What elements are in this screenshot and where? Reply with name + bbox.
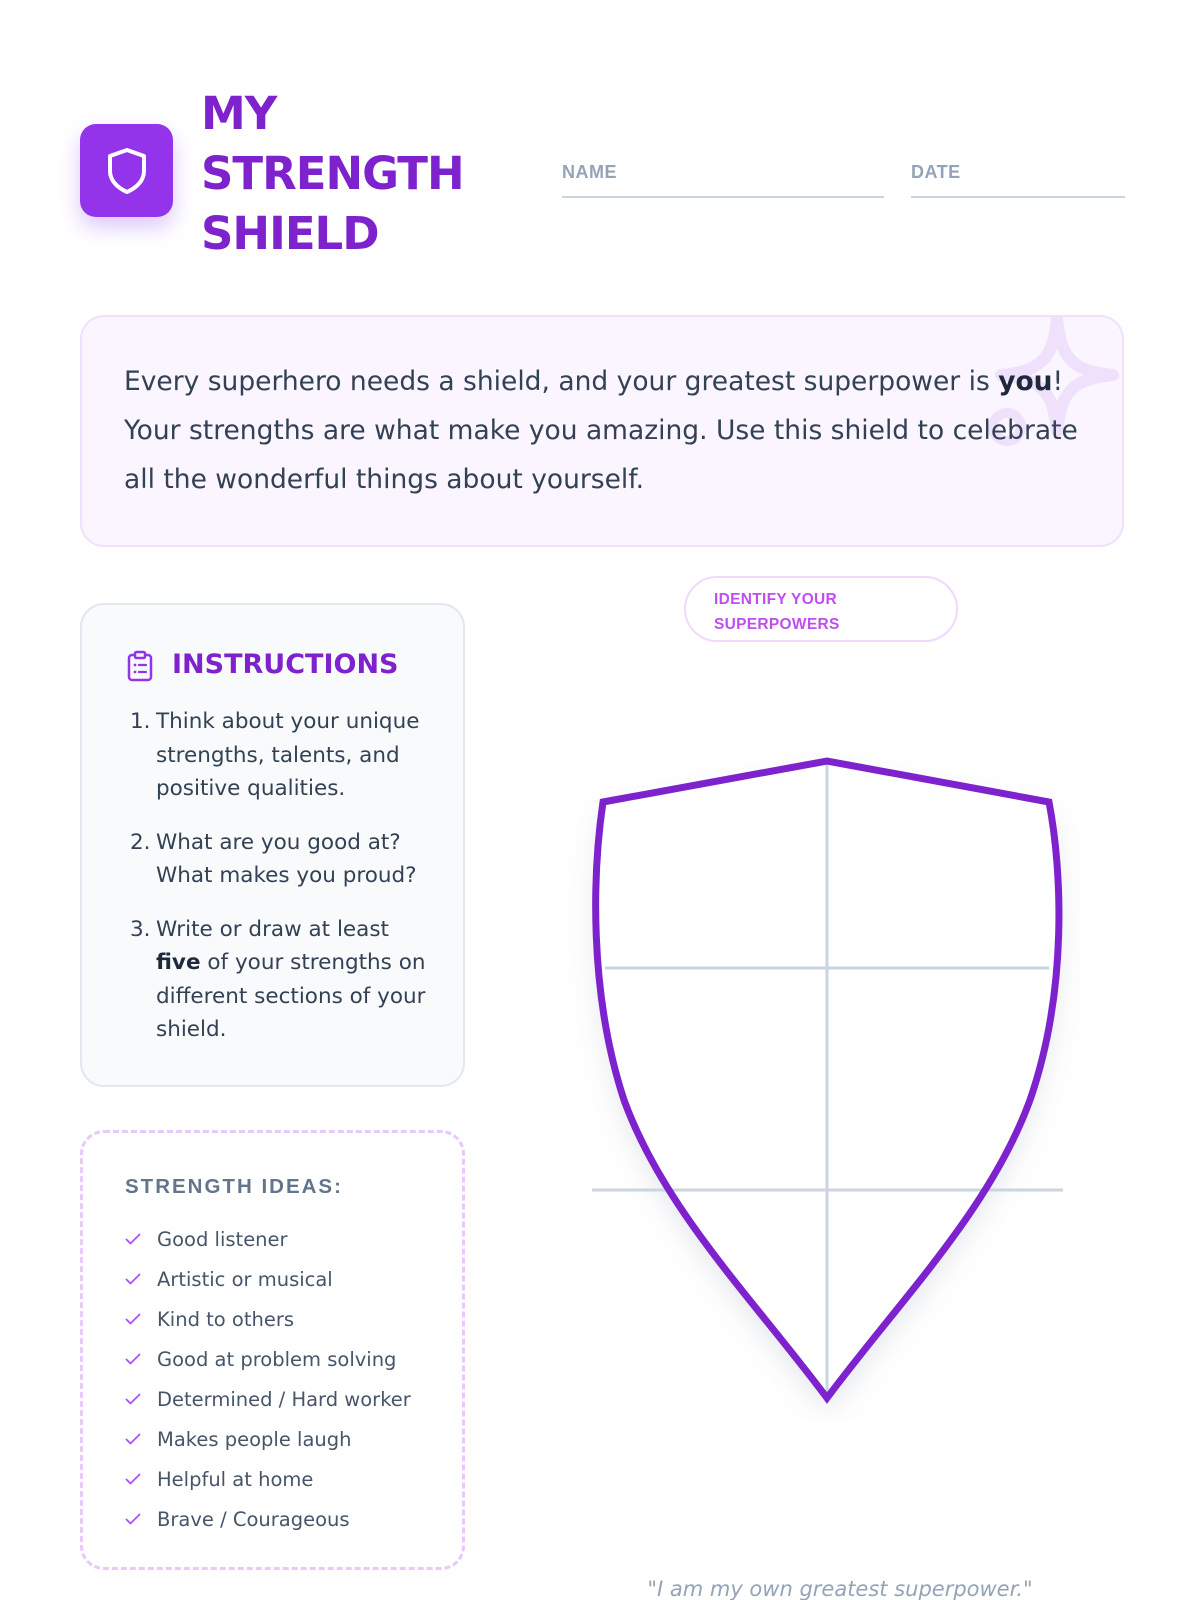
- name-label: NAME: [562, 162, 617, 182]
- name-field[interactable]: [562, 196, 884, 198]
- list-item: Makes people laugh: [125, 1419, 411, 1459]
- instructions-title: INSTRUCTIONS: [172, 649, 399, 680]
- check-icon: [125, 1393, 157, 1405]
- strength-ideas-title: STRENGTH IDEAS:: [125, 1175, 343, 1198]
- list-item: Good at problem solving: [125, 1339, 411, 1379]
- list-item: Helpful at home: [125, 1459, 411, 1499]
- strength-ideas-list: [125, 1219, 411, 1539]
- instruction-item: 2. What are you good at? What makes you proud?: [130, 829, 417, 888]
- instructions-card: [80, 603, 465, 1087]
- check-icon: [125, 1353, 157, 1365]
- list-item: Determined / Hard worker: [125, 1379, 411, 1419]
- check-icon: [125, 1313, 157, 1325]
- list-item: Kind to others: [125, 1299, 411, 1339]
- section-badge: [684, 576, 958, 642]
- intro-text: Every superhero needs a shield, and your greatest superpower is you! Your strengths are what make you amazing. Use this shield to celebrate all the wonderful things about yourself.: [124, 366, 1078, 495]
- instruction-item: 1. Think about your unique strengths, talents, and positive qualities.: [130, 709, 420, 801]
- footer-quote: "I am my own greatest superpower.": [647, 1577, 1033, 1600]
- clipboard-list-icon: [126, 650, 154, 682]
- instructions-list: [130, 705, 430, 1067]
- list-item: Artistic or musical: [125, 1259, 411, 1299]
- check-icon: [125, 1233, 157, 1245]
- shield-icon: [105, 146, 149, 196]
- date-label: DATE: [911, 162, 961, 182]
- check-icon: [125, 1473, 157, 1485]
- check-icon: [125, 1513, 157, 1525]
- check-icon: [125, 1273, 157, 1285]
- badge-line-2: SUPERPOWERS: [714, 616, 840, 633]
- page-title: MY STRENGTH SHIELD: [201, 87, 464, 260]
- list-item: Good listener: [125, 1219, 411, 1259]
- date-field[interactable]: [911, 196, 1125, 198]
- instruction-item: 3. Write or draw at least five of your strengths on different sections of your shield.: [130, 916, 426, 1042]
- list-item: Brave / Courageous: [125, 1499, 411, 1539]
- strength-shield[interactable]: [560, 740, 1080, 1420]
- intro-box: [80, 315, 1124, 547]
- logo-badge: [80, 124, 173, 217]
- badge-line-1: IDENTIFY YOUR: [714, 591, 838, 608]
- check-icon: [125, 1433, 157, 1445]
- strength-ideas-card: [80, 1130, 465, 1570]
